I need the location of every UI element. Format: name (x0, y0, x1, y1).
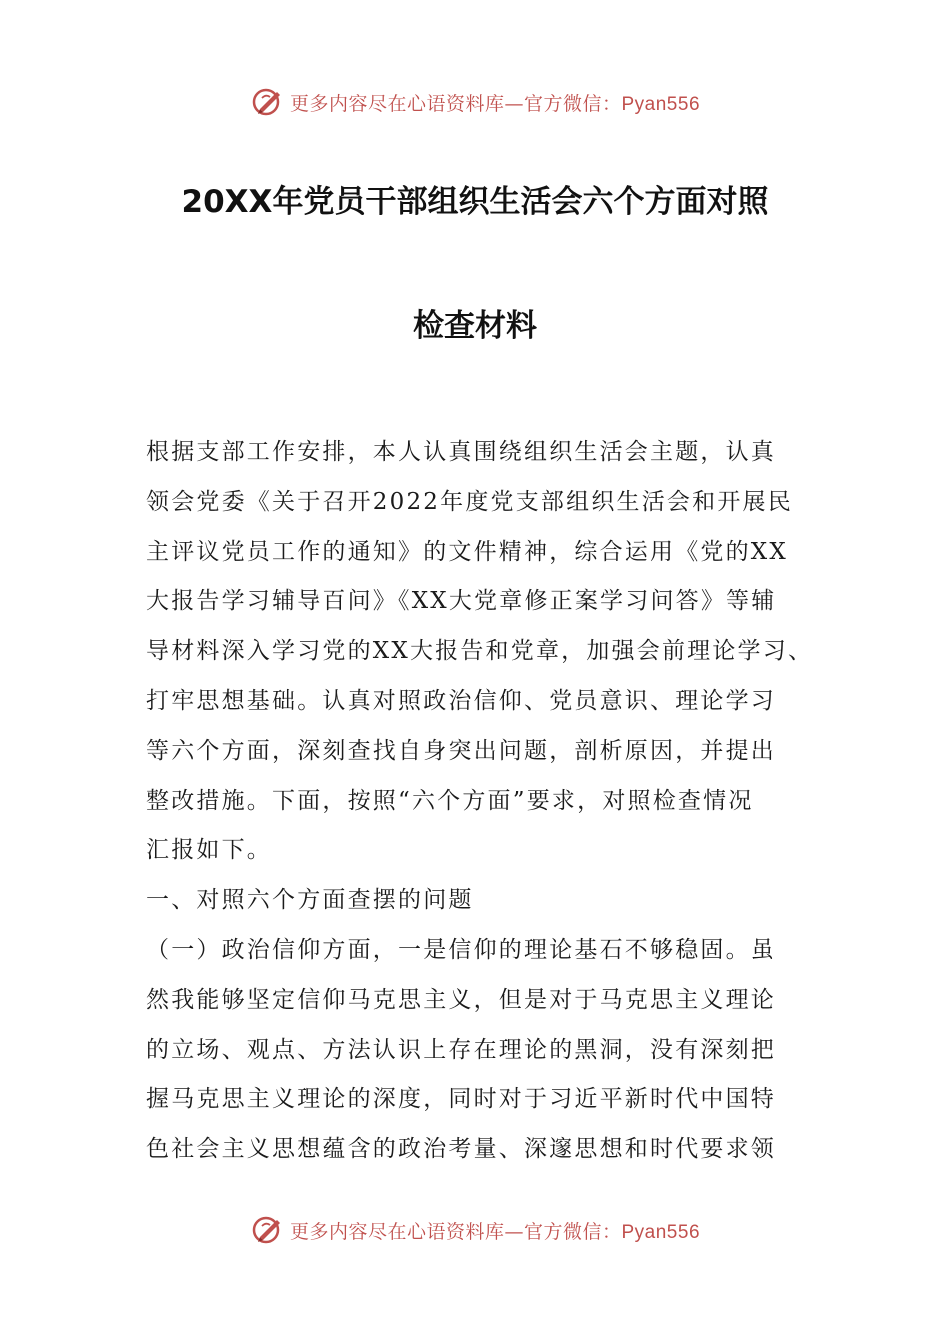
body-line: 领会党委《关于召开2022年度党支部组织生活会和开展民 (146, 488, 793, 515)
body-line: 汇报如下。 (146, 837, 272, 864)
body-line: 根据支部工作安排，本人认真围绕组织生活会主题，认真 (146, 439, 776, 465)
body-line: 导材料深入学习党的XX大报告和党章，加强会前理论学习、 (146, 638, 814, 665)
document-title-line-2: 检查材料 (413, 308, 537, 344)
body-line: 大报告学习辅导百问》《XX大党章修正案学习问答》等辅 (146, 588, 777, 615)
body-line: 握马克思主义理论的深度，同时对于习近平新时代中国特 (146, 1086, 776, 1113)
watermark-text: 更多内容尽在心语资料库—官方微信：Pyan556 (289, 1220, 701, 1243)
body-line: 整改措施。下面，按照“六个方面”要求，对照检查情况 (146, 787, 754, 814)
body-line: 等六个方面，深刻查找自身突出问题，剖析原因，并提出 (146, 737, 776, 764)
watermark-id: Pyan556 (621, 93, 701, 115)
watermark-id: Pyan556 (621, 1221, 701, 1243)
body-line: 打牢思想基础。认真对照政治信仰、党员意识、理论学习 (146, 687, 776, 714)
section-heading: 一、对照六个方面查摆的问题 (146, 887, 474, 914)
body-line: （一）政治信仰方面，一是信仰的理论基石不够稳固。虽 (146, 936, 776, 963)
body-line: 然我能够坚定信仰马克思主义，但是对于马克思主义理论 (146, 986, 776, 1013)
document-title-line-1: 20XX年党员干部组织生活会六个方面对照 (181, 184, 769, 220)
watermark-banner-bottom (0, 1210, 950, 1250)
document-body (146, 428, 826, 1175)
watermark-banner-top (0, 82, 950, 122)
pen-logo-icon (250, 1212, 286, 1248)
body-line: 主评议党员工作的通知》的文件精神，综合运用《党的XX (146, 538, 788, 565)
body-line: 的立场、观点、方法认识上存在理论的黑洞，没有深刻把 (146, 1036, 776, 1063)
watermark-text: 更多内容尽在心语资料库—官方微信：Pyan556 (289, 92, 701, 115)
pen-logo-icon (250, 84, 286, 120)
body-line: 色社会主义思想蕴含的政治考量、深邃思想和时代要求领 (146, 1136, 776, 1163)
